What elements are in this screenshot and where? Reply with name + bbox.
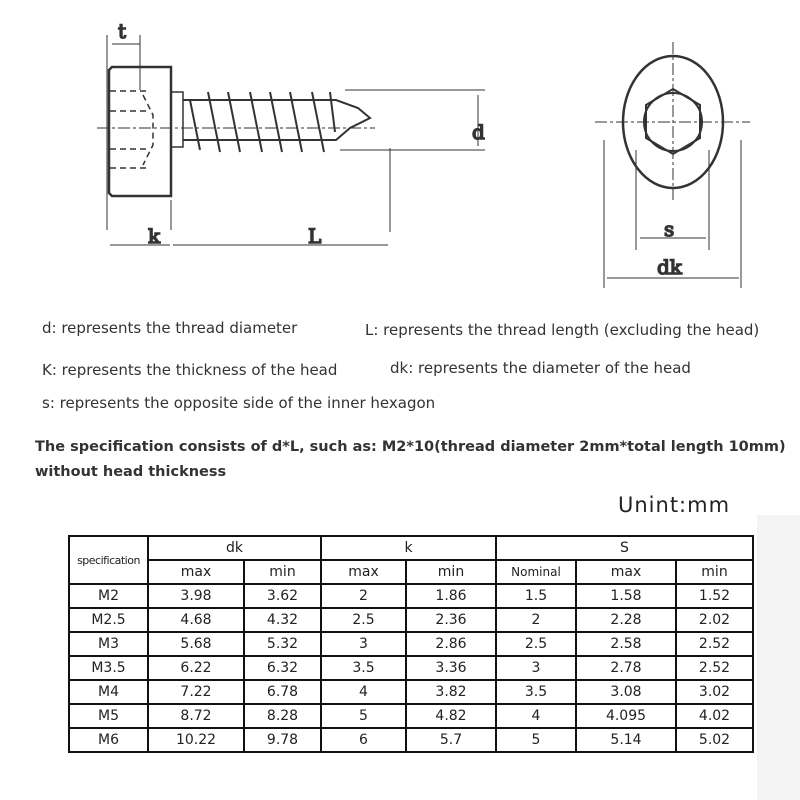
subheader-cell: max (576, 560, 676, 584)
value-cell: 2.02 (676, 608, 753, 632)
desc-K: K: represents the thickness of the head (42, 361, 338, 379)
table-row (69, 680, 753, 704)
table-row (69, 656, 753, 680)
value-cell: 4 (321, 680, 406, 704)
spec-cell: M3 (69, 632, 148, 656)
screw-side-view (97, 35, 485, 245)
subheader-cell: max (148, 560, 244, 584)
value-cell: 5 (321, 704, 406, 728)
subheader-cell: min (406, 560, 496, 584)
value-cell: 3.08 (576, 680, 676, 704)
header-s: S (496, 536, 753, 560)
value-cell: 8.28 (244, 704, 321, 728)
value-cell: 2.28 (576, 608, 676, 632)
spec-cell: M2 (69, 584, 148, 608)
label-k: k (148, 224, 161, 248)
table-row (69, 728, 753, 752)
value-cell: 4.02 (676, 704, 753, 728)
value-cell: 10.22 (148, 728, 244, 752)
value-cell: 5.02 (676, 728, 753, 752)
label-L: L (308, 224, 322, 248)
desc-d: d: represents the thread diameter (42, 319, 298, 337)
label-d: d (472, 120, 485, 144)
value-cell: 3.98 (148, 584, 244, 608)
value-cell: 5.7 (406, 728, 496, 752)
value-cell: 3.02 (676, 680, 753, 704)
value-cell: 2.58 (576, 632, 676, 656)
value-cell: 4.095 (576, 704, 676, 728)
value-cell: 2.52 (676, 632, 753, 656)
value-cell: 4.32 (244, 608, 321, 632)
table-row (69, 608, 753, 632)
value-cell: 6.78 (244, 680, 321, 704)
subheader-cell: max (321, 560, 406, 584)
desc-L: L: represents the thread length (excluding the head) (365, 321, 760, 339)
spec-cell: M5 (69, 704, 148, 728)
value-cell: 4 (496, 704, 576, 728)
subheader-cell: min (244, 560, 321, 584)
background-strip (757, 515, 800, 800)
value-cell: 2.86 (406, 632, 496, 656)
spec-note-line2: without head thickness (35, 464, 227, 480)
value-cell: 2.52 (676, 656, 753, 680)
value-cell: 5.14 (576, 728, 676, 752)
value-cell: 6.22 (148, 656, 244, 680)
desc-s: s: represents the opposite side of the inner hexagon (42, 394, 436, 412)
screw-top-view (473, 0, 750, 288)
header-k: k (321, 536, 496, 560)
screw-diagram (0, 0, 800, 300)
table-row (69, 584, 753, 608)
value-cell: 3.36 (406, 656, 496, 680)
value-cell: 4.82 (406, 704, 496, 728)
value-cell: 2.78 (576, 656, 676, 680)
value-cell: 3 (496, 656, 576, 680)
spec-cell: M2.5 (69, 608, 148, 632)
value-cell: 1.58 (576, 584, 676, 608)
value-cell: 3.82 (406, 680, 496, 704)
value-cell: 1.52 (676, 584, 753, 608)
value-cell: 9.78 (244, 728, 321, 752)
value-cell: 1.86 (406, 584, 496, 608)
label-dk: dk (657, 255, 682, 279)
label-t: t (118, 19, 127, 43)
value-cell: 2.5 (496, 632, 576, 656)
value-cell: 3.62 (244, 584, 321, 608)
value-cell: 3 (321, 632, 406, 656)
subheader-cell: Nominal (496, 560, 576, 584)
value-cell: 5 (496, 728, 576, 752)
value-cell: 2 (321, 584, 406, 608)
table-row (69, 632, 753, 656)
value-cell: 5.68 (148, 632, 244, 656)
table-row (69, 704, 753, 728)
spec-cell: M4 (69, 680, 148, 704)
subheader-cell: min (676, 560, 753, 584)
value-cell: 2.36 (406, 608, 496, 632)
value-cell: 2 (496, 608, 576, 632)
spec-cell: M3.5 (69, 656, 148, 680)
value-cell: 2.5 (321, 608, 406, 632)
value-cell: 6.32 (244, 656, 321, 680)
unit-label: Unint:mm (618, 493, 731, 517)
header-dk: dk (148, 536, 321, 560)
desc-dk: dk: represents the diameter of the head (390, 359, 691, 377)
value-cell: 6 (321, 728, 406, 752)
value-cell: 3.5 (496, 680, 576, 704)
spec-table (68, 535, 754, 753)
spec-note-line1: The specification consists of d*L, such as: M2*10(thread diameter 2mm*total length 10mm) (35, 439, 786, 455)
value-cell: 8.72 (148, 704, 244, 728)
value-cell: 5.32 (244, 632, 321, 656)
value-cell: 3.5 (321, 656, 406, 680)
header-specification: specification (69, 536, 148, 584)
value-cell: 4.68 (148, 608, 244, 632)
value-cell: 7.22 (148, 680, 244, 704)
value-cell: 1.5 (496, 584, 576, 608)
spec-cell: M6 (69, 728, 148, 752)
label-s: s (664, 217, 675, 241)
